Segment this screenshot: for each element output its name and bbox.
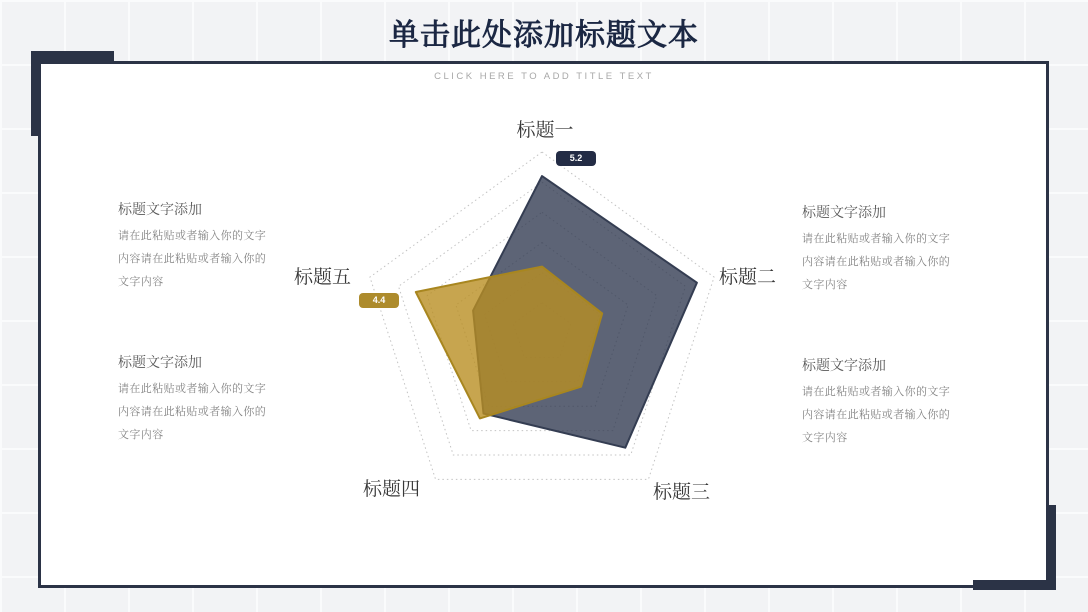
text-block-body: 请在此粘贴或者输入你的文字内容请在此粘贴或者输入你的文字内容 xyxy=(118,383,267,441)
text-block-right-top xyxy=(802,202,958,297)
radar-axis-label-4: 标题四 xyxy=(363,479,421,500)
frame-corner-accent-top-left xyxy=(31,51,114,61)
text-block-heading: 标题文字添加 xyxy=(802,204,886,220)
frame-corner-accent-top-left xyxy=(31,51,41,136)
text-block-heading: 标题文字添加 xyxy=(118,201,202,217)
text-block-right-bottom xyxy=(802,355,958,450)
data-label-badge-series-2: 4.4 xyxy=(359,293,399,308)
radar-axis-label-5: 标题五 xyxy=(294,267,352,288)
text-block-body: 请在此粘贴或者输入你的文字内容请在此粘贴或者输入你的文字内容 xyxy=(802,386,951,444)
text-block-left-bottom xyxy=(118,352,274,447)
frame-corner-accent-bottom-right xyxy=(973,580,1056,590)
radar-axis-label-1: 标题一 xyxy=(516,120,574,141)
slide-subtitle: CLICK HERE TO ADD TITLE TEXT xyxy=(434,71,654,82)
radar-chart xyxy=(330,110,760,510)
text-block-heading: 标题文字添加 xyxy=(118,354,202,370)
frame-corner-accent-bottom-right xyxy=(1046,505,1056,590)
radar-axis-label-2: 标题二 xyxy=(719,267,777,288)
text-block-body: 请在此粘贴或者输入你的文字内容请在此粘贴或者输入你的文字内容 xyxy=(118,230,267,288)
radar-axis-label-3: 标题三 xyxy=(653,482,711,503)
data-label-badge-series-1: 5.2 xyxy=(556,151,596,166)
slide-title: 单击此处添加标题文本 xyxy=(389,19,699,52)
text-block-heading: 标题文字添加 xyxy=(802,357,886,373)
radar-svg xyxy=(330,110,760,510)
text-block-left-top xyxy=(118,199,274,294)
text-block-body: 请在此粘贴或者输入你的文字内容请在此粘贴或者输入你的文字内容 xyxy=(802,233,951,291)
